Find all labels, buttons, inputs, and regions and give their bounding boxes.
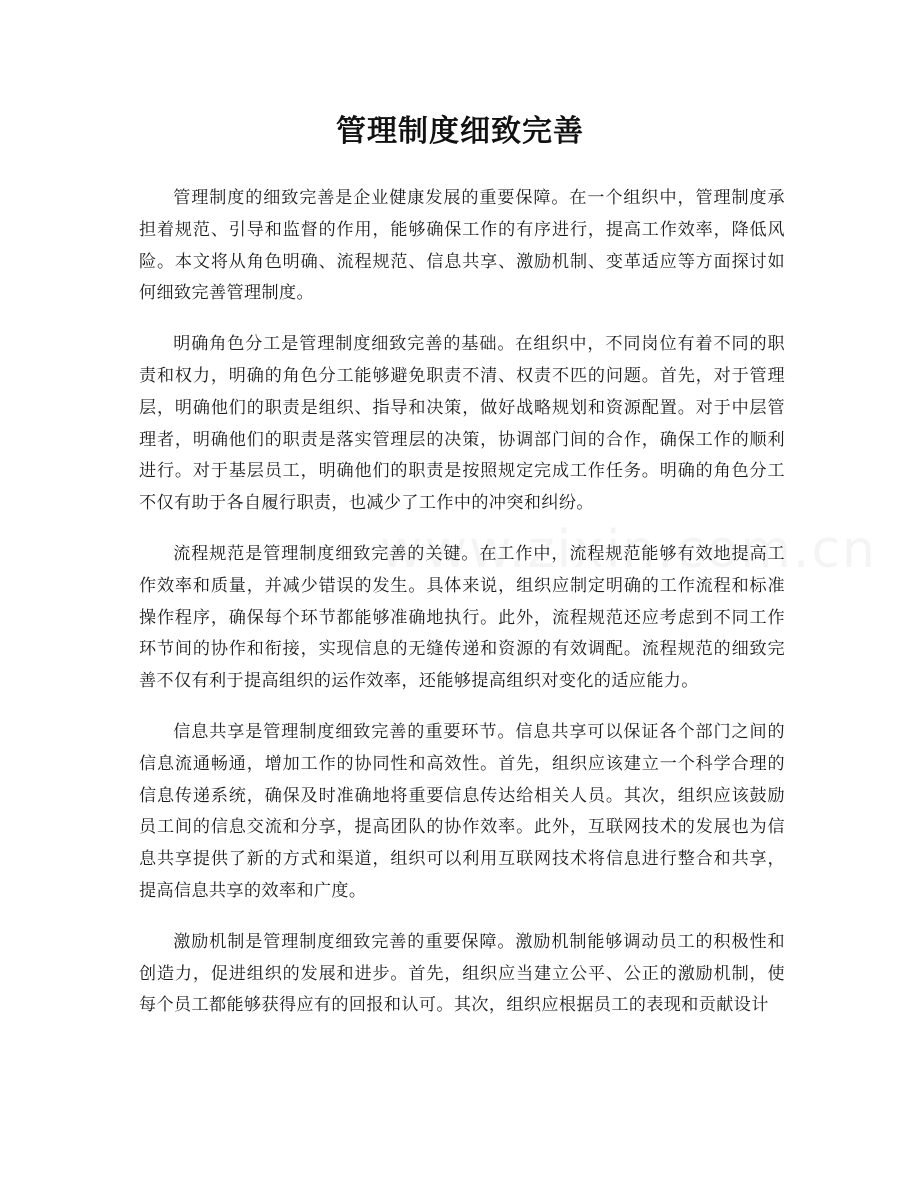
document-body [139, 183, 785, 1041]
paragraph-roles: 明确角色分工是管理制度细致完善的基础。在组织中，不同岗位有着不同的职责和权力，明确的角色分工能够避免职责不清、权责不匹的问题。首先，对于管理层，明确他们的职责是组织、指导和决策，做好战略规划和资源配置。对于中层管理者，明确他们的职责是落实管理层的决策，协调部门间的合作，确保工作的顺利进行。对于基层员工，明确他们的职责是按照规定完成工作任务。明确的角色分工不仅有助于各自履行职责，也减少了工作中的冲突和纠纷。 [139, 334, 785, 514]
document-title: 管理制度细致完善 [336, 114, 584, 149]
paragraph-intro: 管理制度的细致完善是企业健康发展的重要保障。在一个组织中，管理制度承担着规范、引导和监督的作用，能够确保工作的有序进行，提高工作效率，降低风险。本文将从角色明确、流程规范、信息共享、激励机制、变革适应等方面探讨如何细致完善管理制度。 [139, 188, 785, 304]
paragraph-info-sharing: 信息共享是管理制度细致完善的重要环节。信息共享可以保证各个部门之间的信息流通畅通，增加工作的协同性和高效性。首先，组织应该建立一个科学合理的信息传递系统，确保及时准确地将重要信息传达给相关人员。其次，组织应该鼓励员工间的信息交流和分享，提高团队的协作效率。此外，互联网技术的发展也为信息共享提供了新的方式和渠道，组织可以利用互联网技术将信息进行整合和共享，提高信息共享的效率和广度。 [139, 721, 785, 901]
paragraph-incentives: 激励机制是管理制度细致完善的重要保障。激励机制能够调动员工的积极性和创造力，促进组织的发展和进步。首先，组织应当建立公平、公正的激励机制，使每个员工都能够获得应有的回报和认可。其次，组织应根据员工的表现和贡献设计 [139, 931, 785, 1016]
paragraph-process: 流程规范是管理制度细致完善的关键。在工作中，流程规范能够有效地提高工作效率和质量，并减少错误的发生。具体来说，组织应制定明确的工作流程和标准操作程序，确保每个环节都能够准确地执行。此外，流程规范还应考虑到不同工作环节间的协作和衔接，实现信息的无缝传递和资源的有效调配。流程规范的细致完善不仅有利于提高组织的运作效率，还能够提高组织对变化的适应能力。 [139, 543, 785, 692]
